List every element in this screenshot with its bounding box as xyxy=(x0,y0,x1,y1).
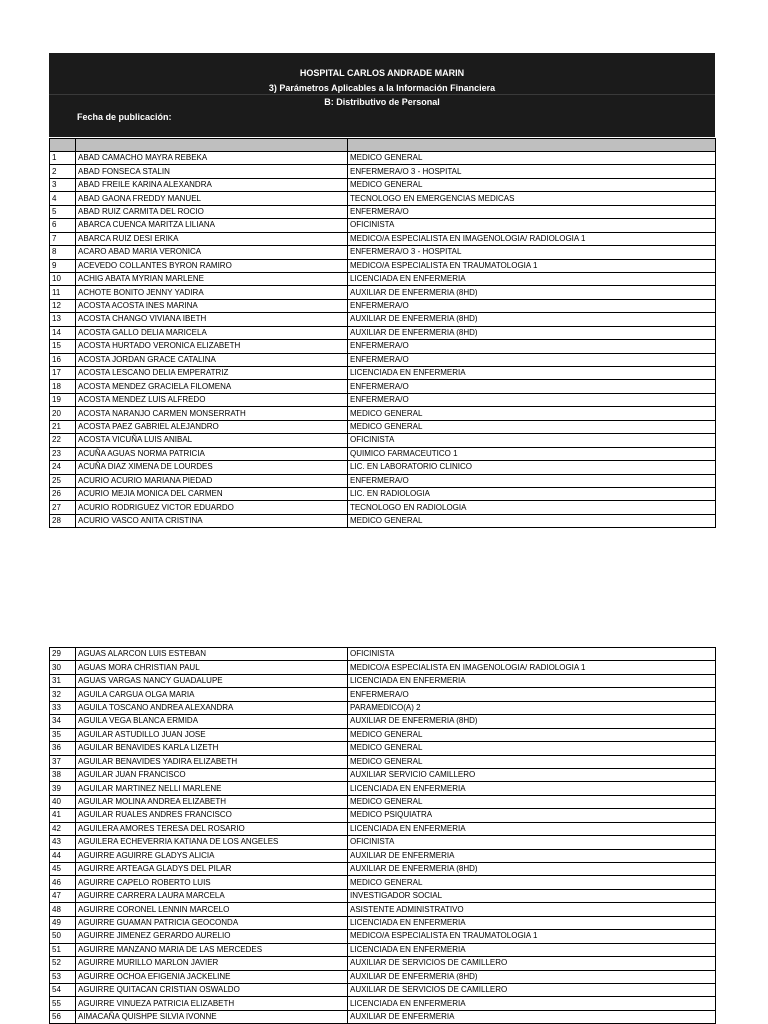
job-title: AUXILIAR DE ENFERMERIA (8HD) xyxy=(348,286,716,299)
row-number: 20 xyxy=(50,407,76,420)
row-number: 54 xyxy=(50,983,76,996)
table-row xyxy=(50,474,716,487)
table-row xyxy=(50,889,716,902)
table-row xyxy=(50,983,716,996)
row-number: 39 xyxy=(50,782,76,795)
staff-table-1 xyxy=(49,138,716,528)
job-title: MEDICO/A ESPECIALISTA EN IMAGENOLOGIA/ RADIOLOGIA 1 xyxy=(348,232,716,245)
table-row xyxy=(50,232,716,245)
table-row xyxy=(50,205,716,218)
table-row xyxy=(50,957,716,970)
employee-name: ACOSTA CHANGO VIVIANA IBETH xyxy=(76,313,348,326)
table-row xyxy=(50,299,716,312)
row-number: 8 xyxy=(50,246,76,259)
table-row xyxy=(50,420,716,433)
job-title: MEDICO GENERAL xyxy=(348,728,716,741)
table-row xyxy=(50,447,716,460)
row-number: 21 xyxy=(50,420,76,433)
table-row xyxy=(50,930,716,943)
employee-name: ACOSTA HURTADO VERONICA ELIZABETH xyxy=(76,340,348,353)
row-number: 34 xyxy=(50,715,76,728)
employee-name: AGUILAR JUAN FRANCISCO xyxy=(76,768,348,781)
employee-name: ACURIO VASCO ANITA CRISTINA xyxy=(76,514,348,527)
table-row xyxy=(50,836,716,849)
job-title: TECNOLOGO EN EMERGENCIAS MEDICAS xyxy=(348,192,716,205)
employee-name: ACOSTA VICUÑA LUIS ANIBAL xyxy=(76,434,348,447)
job-title: ASISTENTE ADMINISTRATIVO xyxy=(348,903,716,916)
row-number: 18 xyxy=(50,380,76,393)
table-row xyxy=(50,407,716,420)
job-title: AUXILIAR DE ENFERMERIA xyxy=(348,849,716,862)
employee-name: ABARCA CUENCA MARITZA LILIANA xyxy=(76,219,348,232)
row-number: 19 xyxy=(50,393,76,406)
table-row xyxy=(50,916,716,929)
employee-name: ACOSTA PAEZ GABRIEL ALEJANDRO xyxy=(76,420,348,433)
header-divider xyxy=(49,94,715,95)
row-number: 46 xyxy=(50,876,76,889)
table-row xyxy=(50,795,716,808)
table-row xyxy=(50,903,716,916)
table-row xyxy=(50,997,716,1010)
row-number: 25 xyxy=(50,474,76,487)
row-number: 45 xyxy=(50,863,76,876)
employee-name: ACOSTA GALLO DELIA MARICELA xyxy=(76,326,348,339)
employee-name: ABAD GAONA FREDDY MANUEL xyxy=(76,192,348,205)
job-title: ENFERMERA/O xyxy=(348,474,716,487)
employee-name: AGUIRRE JIMENEZ GERARDO AURELIO xyxy=(76,930,348,943)
job-title: AUXILIAR DE ENFERMERIA (8HD) xyxy=(348,715,716,728)
row-number: 9 xyxy=(50,259,76,272)
table-row xyxy=(50,701,716,714)
row-number: 31 xyxy=(50,674,76,687)
row-number: 2 xyxy=(50,165,76,178)
job-title: OFICINISTA xyxy=(348,219,716,232)
employee-name: AIMACAÑA QUISHPE SILVIA IVONNE xyxy=(76,1010,348,1023)
job-title: ENFERMERA/O xyxy=(348,299,716,312)
table-row xyxy=(50,782,716,795)
row-number: 51 xyxy=(50,943,76,956)
row-number: 22 xyxy=(50,434,76,447)
employee-name: ACUÑA DIAZ XIMENA DE LOURDES xyxy=(76,461,348,474)
employee-name: AGUILAR BENAVIDES YADIRA ELIZABETH xyxy=(76,755,348,768)
job-title: OFICINISTA xyxy=(348,648,716,661)
row-number: 52 xyxy=(50,957,76,970)
employee-name: ACOSTA JORDAN GRACE CATALINA xyxy=(76,353,348,366)
staff-table-2 xyxy=(49,647,716,1024)
row-number: 27 xyxy=(50,501,76,514)
employee-name: ACEVEDO COLLANTES BYRON RAMIRO xyxy=(76,259,348,272)
document-header xyxy=(49,53,715,137)
table-row xyxy=(50,768,716,781)
job-title: MEDICO/A ESPECIALISTA EN TRAUMATOLOGIA 1 xyxy=(348,930,716,943)
row-number: 29 xyxy=(50,648,76,661)
job-title: MEDICO GENERAL xyxy=(348,152,716,165)
job-title: ENFERMERA/O xyxy=(348,353,716,366)
row-number: 15 xyxy=(50,340,76,353)
table-row xyxy=(50,326,716,339)
table-row xyxy=(50,728,716,741)
job-title: TECNOLOGO EN RADIOLOGIA xyxy=(348,501,716,514)
employee-name: ABAD CAMACHO MAYRA REBEKA xyxy=(76,152,348,165)
row-number: 33 xyxy=(50,701,76,714)
job-title: MEDICO GENERAL xyxy=(348,795,716,808)
table-row xyxy=(50,165,716,178)
table-row xyxy=(50,380,716,393)
employee-name: AGUIRRE CORONEL LENNIN MARCELO xyxy=(76,903,348,916)
row-number: 14 xyxy=(50,326,76,339)
row-number: 48 xyxy=(50,903,76,916)
table-row xyxy=(50,849,716,862)
row-number: 11 xyxy=(50,286,76,299)
employee-name: AGUILERA ECHEVERRIA KATIANA DE LOS ANGELES xyxy=(76,836,348,849)
section-title: 3) Parámetros Aplicables a la Información Financiera xyxy=(268,83,496,93)
table-row xyxy=(50,674,716,687)
employee-name: ACUÑA AGUAS NORMA PATRICIA xyxy=(76,447,348,460)
row-number: 13 xyxy=(50,313,76,326)
publication-date-label: Fecha de publicación: xyxy=(77,112,172,122)
employee-name: AGUIRRE OCHOA EFIGENIA JACKELINE xyxy=(76,970,348,983)
table-row xyxy=(50,876,716,889)
employee-name: AGUIRRE MURILLO MARLON JAVIER xyxy=(76,957,348,970)
table-row xyxy=(50,742,716,755)
table-row xyxy=(50,661,716,674)
row-number: 30 xyxy=(50,661,76,674)
table-row xyxy=(50,353,716,366)
job-title: LICENCIADA EN ENFERMERIA xyxy=(348,782,716,795)
row-number: 40 xyxy=(50,795,76,808)
table-row xyxy=(50,178,716,191)
row-number: 5 xyxy=(50,205,76,218)
job-title: MEDICO GENERAL xyxy=(348,407,716,420)
table-row xyxy=(50,340,716,353)
employee-name: AGUILA CARGUA OLGA MARIA xyxy=(76,688,348,701)
table-row xyxy=(50,246,716,259)
employee-name: AGUAS VARGAS NANCY GUADALUPE xyxy=(76,674,348,687)
table-row xyxy=(50,487,716,500)
row-number: 53 xyxy=(50,970,76,983)
employee-name: AGUAS ALARCON LUIS ESTEBAN xyxy=(76,648,348,661)
job-title: MEDICO/A ESPECIALISTA EN IMAGENOLOGIA/ RADIOLOGIA 1 xyxy=(348,661,716,674)
row-number: 26 xyxy=(50,487,76,500)
job-title: ENFERMERA/O xyxy=(348,380,716,393)
row-number: 41 xyxy=(50,809,76,822)
table-row xyxy=(50,367,716,380)
job-title: AUXILIAR DE SERVICIOS DE CAMILLERO xyxy=(348,983,716,996)
job-title: LICENCIADA EN ENFERMERIA xyxy=(348,943,716,956)
row-number: 10 xyxy=(50,272,76,285)
job-title: OFICINISTA xyxy=(348,434,716,447)
employee-name: AGUIRRE VINUEZA PATRICIA ELIZABETH xyxy=(76,997,348,1010)
job-title: MEDICO GENERAL xyxy=(348,420,716,433)
table-row xyxy=(50,259,716,272)
job-title: AUXILIAR DE ENFERMERIA (8HD) xyxy=(348,313,716,326)
job-title: LICENCIADA EN ENFERMERIA xyxy=(348,674,716,687)
table-header-row xyxy=(50,139,716,152)
job-title: LICENCIADA EN ENFERMERIA xyxy=(348,997,716,1010)
job-title: INVESTIGADOR SOCIAL xyxy=(348,889,716,902)
header-cell xyxy=(50,139,76,152)
job-title: PARAMEDICO(A) 2 xyxy=(348,701,716,714)
employee-name: ACOSTA NARANJO CARMEN MONSERRATH xyxy=(76,407,348,420)
employee-name: ACHOTE BONITO JENNY YADIRA xyxy=(76,286,348,299)
row-number: 56 xyxy=(50,1010,76,1023)
employee-name: ACOSTA MENDEZ GRACIELA FILOMENA xyxy=(76,380,348,393)
table-row xyxy=(50,461,716,474)
table-row xyxy=(50,313,716,326)
employee-name: AGUILAR MARTINEZ NELLI MARLENE xyxy=(76,782,348,795)
job-title: OFICINISTA xyxy=(348,836,716,849)
employee-name: ABAD RUIZ CARMITA DEL ROCIO xyxy=(76,205,348,218)
row-number: 55 xyxy=(50,997,76,1010)
job-title: ENFERMERA/O xyxy=(348,688,716,701)
header-cell xyxy=(76,139,348,152)
job-title: ENFERMERA/O 3 - HOSPITAL xyxy=(348,165,716,178)
job-title: AUXILIAR DE ENFERMERIA (8HD) xyxy=(348,326,716,339)
job-title: LICENCIADA EN ENFERMERIA xyxy=(348,916,716,929)
row-number: 4 xyxy=(50,192,76,205)
table-row xyxy=(50,1010,716,1023)
hospital-name: HOSPITAL CARLOS ANDRADE MARIN xyxy=(299,68,465,78)
employee-name: AGUIRRE AGUIRRE GLADYS ALICIA xyxy=(76,849,348,862)
employee-name: ACURIO ACURIO MARIANA PIEDAD xyxy=(76,474,348,487)
row-number: 36 xyxy=(50,742,76,755)
employee-name: ABARCA RUIZ DESI ERIKA xyxy=(76,232,348,245)
job-title: AUXILIAR DE ENFERMERIA (8HD) xyxy=(348,863,716,876)
employee-name: AGUIRRE QUITACAN CRISTIAN OSWALDO xyxy=(76,983,348,996)
job-title: LIC. EN LABORATORIO CLINICO xyxy=(348,461,716,474)
table-row xyxy=(50,715,716,728)
job-title: MEDICO/A ESPECIALISTA EN TRAUMATOLOGIA 1 xyxy=(348,259,716,272)
table-row xyxy=(50,863,716,876)
employee-name: AGUILAR ASTUDILLO JUAN JOSE xyxy=(76,728,348,741)
table-row xyxy=(50,822,716,835)
employee-name: AGUIRRE ARTEAGA GLADYS DEL PILAR xyxy=(76,863,348,876)
row-number: 47 xyxy=(50,889,76,902)
row-number: 16 xyxy=(50,353,76,366)
job-title: AUXILIAR DE ENFERMERIA (8HD) xyxy=(348,970,716,983)
row-number: 1 xyxy=(50,152,76,165)
job-title: AUXILIAR SERVICIO CAMILLERO xyxy=(348,768,716,781)
employee-name: AGUILAR BENAVIDES KARLA LIZETH xyxy=(76,742,348,755)
employee-name: ACURIO RODRIGUEZ VICTOR EDUARDO xyxy=(76,501,348,514)
table-row xyxy=(50,219,716,232)
table-row xyxy=(50,970,716,983)
row-number: 23 xyxy=(50,447,76,460)
row-number: 42 xyxy=(50,822,76,835)
employee-name: ACURIO MEJIA MONICA DEL CARMEN xyxy=(76,487,348,500)
job-title: MEDICO GENERAL xyxy=(348,876,716,889)
employee-name: AGUILA TOSCANO ANDREA ALEXANDRA xyxy=(76,701,348,714)
job-title: AUXILIAR DE ENFERMERIA xyxy=(348,1010,716,1023)
row-number: 24 xyxy=(50,461,76,474)
row-number: 43 xyxy=(50,836,76,849)
job-title: ENFERMERA/O 3 - HOSPITAL xyxy=(348,246,716,259)
job-title: MEDICO GENERAL xyxy=(348,514,716,527)
employee-name: ACHIG ABATA MYRIAN MARLENE xyxy=(76,272,348,285)
subsection-title: B: Distributivo de Personal xyxy=(324,97,440,107)
employee-name: ACOSTA ACOSTA INES MARINA xyxy=(76,299,348,312)
employee-name: AGUIRRE MANZANO MARIA DE LAS MERCEDES xyxy=(76,943,348,956)
table-row xyxy=(50,501,716,514)
job-title: MEDICO GENERAL xyxy=(348,742,716,755)
job-title: MEDICO PSIQUIATRA xyxy=(348,809,716,822)
job-title: LICENCIADA EN ENFERMERIA xyxy=(348,367,716,380)
row-number: 35 xyxy=(50,728,76,741)
job-title: MEDICO GENERAL xyxy=(348,755,716,768)
row-number: 50 xyxy=(50,930,76,943)
employee-name: ABAD FONSECA STALIN xyxy=(76,165,348,178)
row-number: 28 xyxy=(50,514,76,527)
row-number: 37 xyxy=(50,755,76,768)
employee-name: AGUIRRE CARRERA LAURA MARCELA xyxy=(76,889,348,902)
table-row xyxy=(50,434,716,447)
employee-name: AGUILA VEGA BLANCA ERMIDA xyxy=(76,715,348,728)
row-number: 38 xyxy=(50,768,76,781)
header-cell xyxy=(348,139,716,152)
job-title: LICENCIADA EN ENFERMERIA xyxy=(348,272,716,285)
employee-name: ABAD FREILE KARINA ALEXANDRA xyxy=(76,178,348,191)
job-title: ENFERMERA/O xyxy=(348,340,716,353)
row-number: 32 xyxy=(50,688,76,701)
employee-name: ACOSTA LESCANO DELIA EMPERATRIZ xyxy=(76,367,348,380)
job-title: LIC. EN RADIOLOGIA xyxy=(348,487,716,500)
table-row xyxy=(50,393,716,406)
row-number: 44 xyxy=(50,849,76,862)
row-number: 6 xyxy=(50,219,76,232)
job-title: QUIMICO FARMACEUTICO 1 xyxy=(348,447,716,460)
row-number: 3 xyxy=(50,178,76,191)
table-row xyxy=(50,755,716,768)
table-row xyxy=(50,192,716,205)
employee-name: AGUIRRE GUAMAN PATRICIA GEOCONDA xyxy=(76,916,348,929)
table-row xyxy=(50,286,716,299)
table-row xyxy=(50,688,716,701)
table-row xyxy=(50,514,716,527)
table-row xyxy=(50,152,716,165)
job-title: ENFERMERA/O xyxy=(348,205,716,218)
row-number: 7 xyxy=(50,232,76,245)
job-title: ENFERMERA/O xyxy=(348,393,716,406)
job-title: MEDICO GENERAL xyxy=(348,178,716,191)
job-title: AUXILIAR DE SERVICIOS DE CAMILLERO xyxy=(348,957,716,970)
table-row xyxy=(50,272,716,285)
table-row xyxy=(50,809,716,822)
employee-name: AGUILAR RUALES ANDRES FRANCISCO xyxy=(76,809,348,822)
table-row xyxy=(50,648,716,661)
employee-name: AGUAS MORA CHRISTIAN PAUL xyxy=(76,661,348,674)
employee-name: ACARO ABAD MARIA VERONICA xyxy=(76,246,348,259)
employee-name: AGUILAR MOLINA ANDREA ELIZABETH xyxy=(76,795,348,808)
employee-name: ACOSTA MENDEZ LUIS ALFREDO xyxy=(76,393,348,406)
job-title: LICENCIADA EN ENFERMERIA xyxy=(348,822,716,835)
row-number: 12 xyxy=(50,299,76,312)
row-number: 17 xyxy=(50,367,76,380)
table-row xyxy=(50,943,716,956)
employee-name: AGUIRRE CAPELO ROBERTO LUIS xyxy=(76,876,348,889)
employee-name: AGUILERA AMORES TERESA DEL ROSARIO xyxy=(76,822,348,835)
row-number: 49 xyxy=(50,916,76,929)
